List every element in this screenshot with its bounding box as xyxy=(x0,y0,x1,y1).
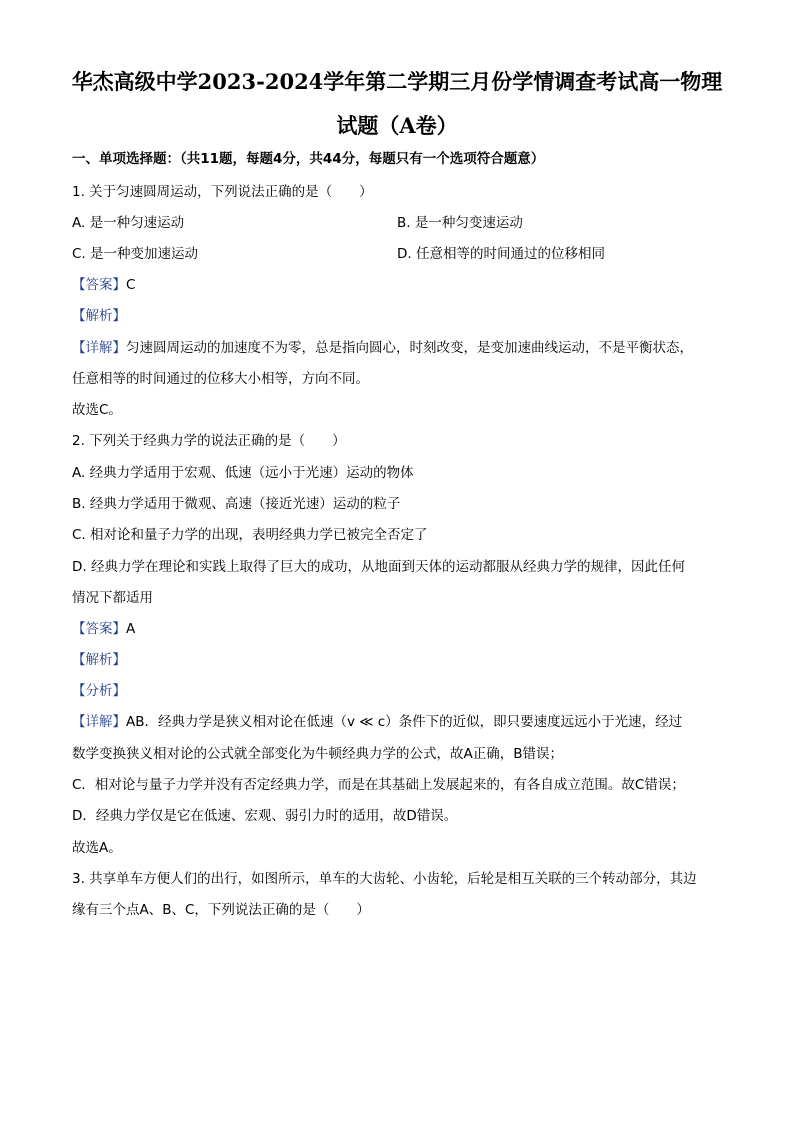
q3-stem-line-1: 3. 共享单车方便人们的出行，如图所示，单车的大齿轮、小齿轮，后轮是相互关联的三个转动部分，其边 xyxy=(72,871,697,887)
q1-answer-value: C xyxy=(126,277,136,293)
section-heading: 一、单项选择题：（共11题，每题4分，共44分，每题只有一个选项符合题意） xyxy=(72,151,545,167)
q1-answer-tag: 【答案】 xyxy=(72,277,126,293)
q2-detail-tag: 【详解】 xyxy=(72,714,126,730)
q1-analysis-tag xyxy=(72,306,126,326)
q2-detail-line-1 xyxy=(72,712,682,732)
q1-detail-line-1 xyxy=(72,338,693,358)
q2-detail-text-1: AB．经典力学是狭义相对论在低速（v ≪ c）条件下的近似，即只要速度远远小于光速，经过 xyxy=(126,714,683,730)
q1-option-c: C. 是一种变加速运动 xyxy=(72,246,199,262)
q2-conclusion: 故选A。 xyxy=(72,840,122,856)
q2-stem: 2. 下列关于经典力学的说法正确的是（ ） xyxy=(72,433,346,449)
exam-title-line-1: 华杰高级中学2023-2024学年第二学期三月份学情调查考试高一物理 xyxy=(71,69,723,94)
q1-option-a: A. 是一种匀速运动 xyxy=(72,215,185,231)
q1-detail-line-2: 任意相等的时间通过的位移大小相等，方向不同。 xyxy=(72,371,369,387)
q2-detail-line-2: 数学变换狭义相对论的公式就全部变化为牛顿经典力学的公式，故A正确，B错误； xyxy=(72,746,563,762)
q2-option-b: B. 经典力学适用于微观、高速（接近光速）运动的粒子 xyxy=(72,496,401,512)
q2-answer-value: A xyxy=(126,621,136,637)
q2-option-d-line-2: 情况下都适用 xyxy=(72,590,153,606)
q1-detail-text-1: 匀速圆周运动的加速度不为零，总是指向圆心，时刻改变，是变加速曲线运动，不是平衡状态， xyxy=(126,340,693,356)
q2-analysis-tag xyxy=(72,650,126,670)
q1-conclusion: 故选C。 xyxy=(72,402,122,418)
q2-detail-line-3: C．相对论与量子力学并没有否定经典力学，而是在其基础上发展起来的，有各自成立范围。故C错误； xyxy=(72,777,685,793)
q1-option-d: D. 任意相等的时间通过的位移相同 xyxy=(397,246,605,262)
exam-title-line-2: 试题（A卷） xyxy=(336,113,458,138)
q2-analysis-label: 【解析】 xyxy=(72,652,126,668)
q2-detail-line-4: D．经典力学仅是它在低速、宏观、弱引力时的适用，故D错误。 xyxy=(72,808,458,824)
q2-option-c: C. 相对论和量子力学的出现，表明经典力学已被完全否定了 xyxy=(72,527,428,543)
q3-stem-line-2: 缘有三个点A、B、C，下列说法正确的是（ ） xyxy=(72,902,370,918)
q1-option-b: B. 是一种匀变速运动 xyxy=(397,215,523,231)
q2-fenxi-tag xyxy=(72,681,126,701)
q2-option-a: A. 经典力学适用于宏观、低速（远小于光速）运动的物体 xyxy=(72,465,414,481)
q1-analysis-label: 【解析】 xyxy=(72,308,126,324)
q2-option-d-line-1: D. 经典力学在理论和实践上取得了巨大的成功，从地面到天体的运动都服从经典力学的规律，因此任何 xyxy=(72,559,685,575)
q2-answer-tag: 【答案】 xyxy=(72,621,126,637)
q1-detail-tag: 【详解】 xyxy=(72,340,126,356)
q2-fenxi-label: 【分析】 xyxy=(72,683,126,699)
q1-answer-row xyxy=(72,275,135,295)
q1-stem: 1. 关于匀速圆周运动，下列说法正确的是（ ） xyxy=(72,184,373,200)
q2-answer-row xyxy=(72,619,135,639)
